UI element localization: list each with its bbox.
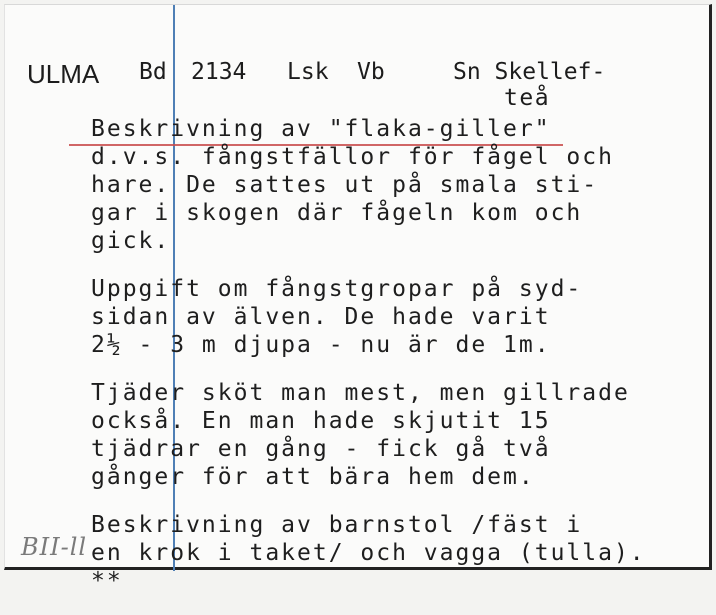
paragraph [91, 115, 691, 255]
bd-label: Bd [139, 59, 167, 85]
text-line: gånger för att bära hem dem. [91, 464, 535, 490]
text-line: gar i skogen där fågeln kom och [91, 200, 583, 226]
parish-name-continued: teå [504, 85, 551, 111]
parish-name: Sn Skellef- [453, 59, 606, 85]
text-line: Uppgift om fångstgropar på syd- [91, 276, 583, 302]
text-line: Beskrivning av barnstol /fäst i [91, 512, 583, 538]
text-line: gick. [91, 228, 171, 254]
index-card [4, 4, 712, 594]
text-line: 2½ - 3 m djupa - nu är de 1m. [91, 332, 551, 358]
paragraph [91, 511, 691, 595]
card-header [5, 57, 713, 97]
text-line: tjädrar en gång - fick gå två [91, 436, 551, 462]
paragraph [91, 275, 691, 359]
text-line: hare. De sattes ut på smala sti- [91, 172, 599, 198]
archive-code: ULMA [27, 59, 100, 89]
text-line: sidan av älven. De hade varit [91, 304, 551, 330]
handwritten-signature: BII-ll [21, 533, 88, 561]
landskap-label: Lsk [287, 59, 329, 85]
text-line: d.v.s. fångstfällor för fågel och [91, 144, 614, 170]
text-line: Tjäder sköt man mest, men gillrade [91, 380, 630, 406]
text-line: Beskrivning av "flaka-giller" [91, 116, 551, 142]
province-code: Vb [357, 59, 385, 85]
paragraph [91, 379, 691, 491]
text-line: ** [91, 568, 123, 594]
text-line: en krok i taket/ och vagga (tulla). [91, 540, 646, 566]
card-body [91, 115, 691, 615]
text-line: också. En man hade skjutit 15 [91, 408, 551, 434]
record-number: 2134 [191, 59, 247, 85]
